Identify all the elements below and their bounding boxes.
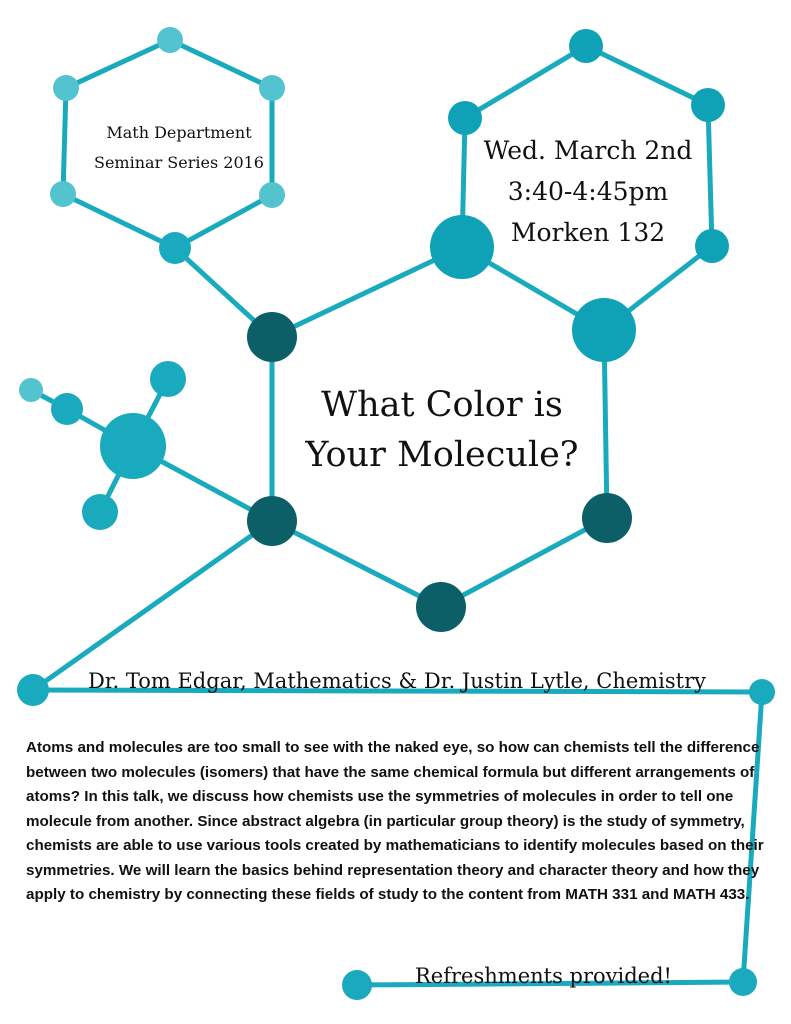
atom xyxy=(150,361,186,397)
refreshments-note: Refreshments provided! xyxy=(415,964,672,988)
atom xyxy=(569,29,603,63)
talk-title xyxy=(262,380,622,480)
atom xyxy=(19,378,43,402)
atom xyxy=(416,582,466,632)
atom xyxy=(259,75,285,101)
event-location: Morken 132 xyxy=(510,218,666,247)
atom xyxy=(582,493,632,543)
atom xyxy=(82,494,118,530)
atom xyxy=(247,312,297,362)
atom xyxy=(342,970,372,1000)
atom xyxy=(100,413,166,479)
seminar-series-label xyxy=(74,118,284,178)
title-line-1: What Color is xyxy=(321,385,563,425)
event-date: Wed. March 2nd xyxy=(483,136,693,165)
atom xyxy=(53,75,79,101)
atom xyxy=(729,968,757,996)
atom xyxy=(572,298,636,362)
atom xyxy=(691,88,725,122)
atom xyxy=(159,232,191,264)
atom xyxy=(247,496,297,546)
atom xyxy=(259,182,285,208)
event-time: 3:40-4:45pm xyxy=(507,177,669,206)
event-details xyxy=(468,130,708,253)
speakers-line: Dr. Tom Edgar, Mathematics & Dr. Justin Lytle, Chemistry xyxy=(87,669,707,693)
atom xyxy=(157,27,183,53)
atom xyxy=(50,181,76,207)
seminar-line-2: Seminar Series 2016 xyxy=(94,153,264,172)
abstract-text: Atoms and molecules are too small to see with the naked eye, so how can chemists tell the difference between two molecules (isomers) that have the same chemical formula but different arrangements of atoms? In this talk, we discuss how chemists use the symmetries of molecules in order to tell one molecule from another. Since abstract algebra (in particular group theory) is the study of symmetry, chemists are able to use various tools created by mathematicians to identify molecules based on their symmetries. We will learn the basics behind representation theory and character theory and how they apply to chemistry by connecting these fields of study to the content from MATH 331 and MATH 433. xyxy=(26,739,764,903)
title-line-2: Your Molecule? xyxy=(305,435,579,475)
seminar-line-1: Math Department xyxy=(106,123,252,142)
atom xyxy=(51,393,83,425)
